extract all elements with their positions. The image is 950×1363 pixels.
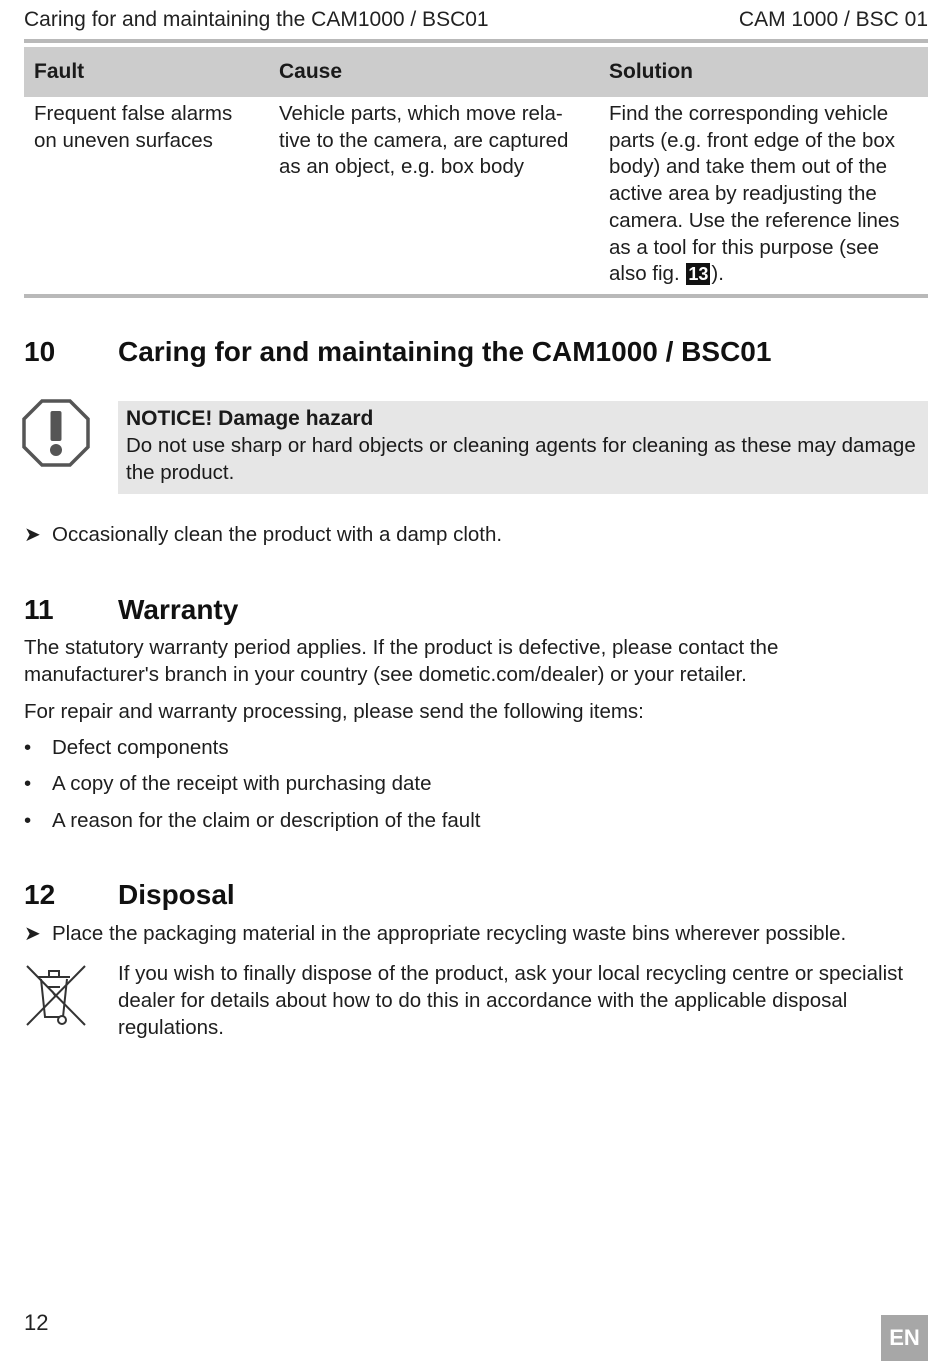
page-number: 12	[24, 1310, 49, 1335]
column-header-cause: Cause	[269, 47, 599, 97]
figure-reference-badge: 13	[688, 264, 709, 285]
list-item-text: Defect components	[52, 736, 229, 759]
running-header-model: CAM 1000 / BSC 01	[738, 8, 928, 31]
running-header-title: Caring for and maintaining the CAM1000 / BSC01	[24, 8, 489, 31]
table-divider	[24, 294, 928, 298]
list-item	[24, 770, 431, 797]
section-11-number: 11	[24, 594, 54, 625]
language-tab: EN	[881, 1315, 928, 1361]
solution-text-end: ).	[711, 262, 724, 286]
arrow-right-icon: ➤	[24, 923, 41, 945]
table-header-row	[24, 47, 928, 97]
list-item	[24, 734, 229, 761]
exclamation-octagon-icon	[22, 399, 90, 467]
notice-body: Do not use sharp or hard objects or cleaning agents for cleaning as these may damage the product.	[126, 434, 916, 484]
fault-cell: Frequent false alarms on uneven surfaces	[34, 102, 233, 152]
column-header-fault: Fault	[24, 47, 269, 97]
cleaning-instruction	[24, 521, 502, 549]
section-10-title: Caring for and maintaining the CAM1000 / BSC01	[118, 336, 772, 367]
solution-text: Find the corresponding vehicle parts (e.g. front edge of the box body) and take them out of the active area by readjusting the camera. Use the reference lines as a tool for this purpose (see also fig.	[609, 102, 900, 286]
section-11-title: Warranty	[118, 594, 239, 625]
section-12-title: Disposal	[118, 879, 235, 910]
packaging-instruction-text: Place the packaging material in the appropriate recycling waste bins wherever possible.	[52, 922, 847, 945]
notice-box	[118, 401, 928, 494]
list-item-text: A copy of the receipt with purchasing date	[52, 772, 432, 795]
packaging-instruction	[24, 920, 846, 948]
cleaning-instruction-text: Occasionally clean the product with a damp cloth.	[52, 523, 503, 546]
disposal-text: If you wish to finally dispose of the product, ask your local recycling centre or specialist dealer for details about how to do this in accordance with the applicable disposal regulations.	[118, 962, 904, 1039]
bullet-icon: •	[24, 772, 32, 795]
warranty-items-intro: For repair and warranty processing, please send the following items:	[24, 700, 644, 723]
bullet-icon: •	[24, 736, 32, 759]
cause-cell: Vehicle parts, which move rela-tive to the camera, are captured as an object, e.g. box body	[279, 102, 569, 179]
bullet-icon: •	[24, 809, 32, 832]
warranty-paragraph: The statutory warranty period applies. If the product is defective, please contact the manufacturer's branch in your country (see dometic.com/dealer) or your retailer.	[24, 636, 779, 686]
arrow-right-icon: ➤	[24, 524, 41, 546]
troubleshooting-table	[24, 47, 928, 296]
header-divider	[24, 39, 928, 43]
section-10-number: 10	[24, 336, 56, 367]
table-row	[24, 97, 928, 296]
crossed-out-bin-icon	[22, 963, 90, 1031]
list-item-text: A reason for the claim or description of the fault	[52, 809, 481, 832]
list-item	[24, 807, 480, 834]
column-header-solution: Solution	[599, 47, 928, 97]
notice-title: NOTICE! Damage hazard	[126, 407, 374, 430]
section-12-number: 12	[24, 879, 56, 910]
solution-cell	[599, 97, 928, 296]
